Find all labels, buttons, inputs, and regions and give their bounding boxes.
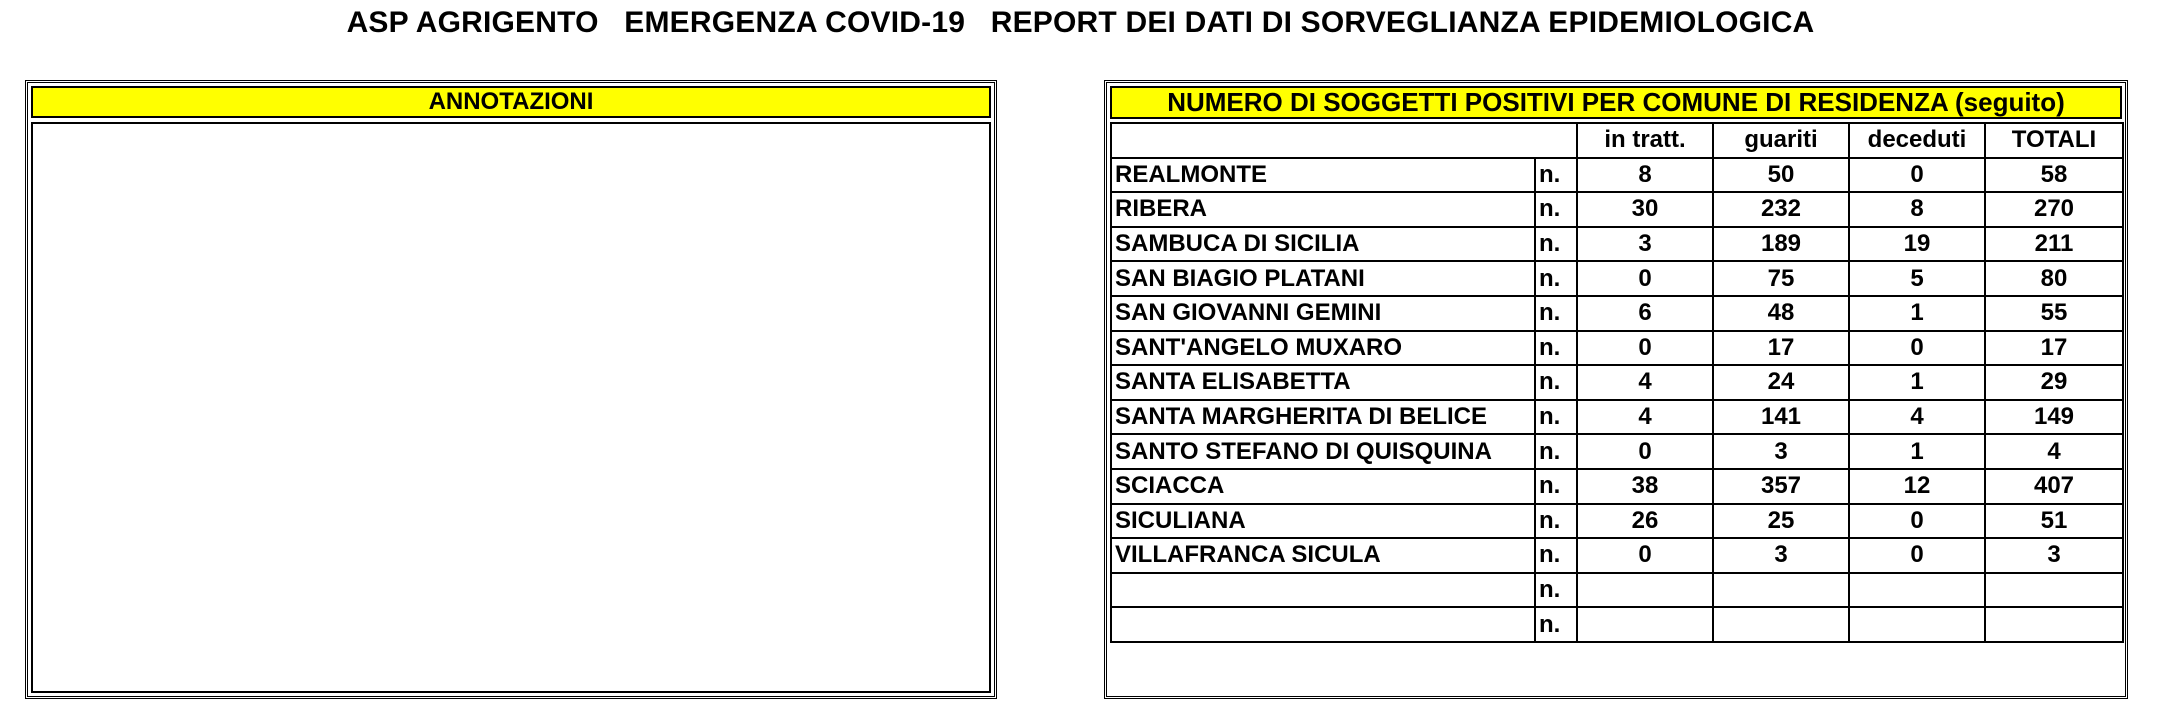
in-trattamento-cell: 30 <box>1577 192 1713 227</box>
comune-name-cell: SICULIANA <box>1111 504 1535 539</box>
totali-cell: 149 <box>1985 400 2123 435</box>
comune-name-cell <box>1111 573 1535 608</box>
totali-cell: 270 <box>1985 192 2123 227</box>
guariti-cell: 24 <box>1713 365 1849 400</box>
table-row <box>1111 227 2123 262</box>
in-trattamento-cell: 26 <box>1577 504 1713 539</box>
column-header-in-trattamento: in tratt. <box>1577 123 1713 158</box>
guariti-cell <box>1713 607 1849 642</box>
column-header-row <box>1111 123 2123 158</box>
totali-cell: 407 <box>1985 469 2123 504</box>
in-trattamento-cell: 0 <box>1577 261 1713 296</box>
table-row <box>1111 296 2123 331</box>
guariti-cell: 141 <box>1713 400 1849 435</box>
comune-name-cell: REALMONTE <box>1111 158 1535 193</box>
table-row <box>1111 573 2123 608</box>
table-row <box>1111 365 2123 400</box>
table-row <box>1111 331 2123 366</box>
deceduti-cell: 0 <box>1849 504 1985 539</box>
comune-name-cell: SAMBUCA DI SICILIA <box>1111 227 1535 262</box>
unit-cell: n. <box>1535 261 1577 296</box>
deceduti-cell: 5 <box>1849 261 1985 296</box>
in-trattamento-cell <box>1577 573 1713 608</box>
totali-cell: 58 <box>1985 158 2123 193</box>
unit-cell: n. <box>1535 538 1577 573</box>
guariti-cell: 17 <box>1713 331 1849 366</box>
deceduti-cell: 0 <box>1849 158 1985 193</box>
table-row <box>1111 261 2123 296</box>
column-header-guariti: guariti <box>1713 123 1849 158</box>
deceduti-cell <box>1849 573 1985 608</box>
unit-cell: n. <box>1535 296 1577 331</box>
unit-cell: n. <box>1535 365 1577 400</box>
deceduti-cell: 4 <box>1849 400 1985 435</box>
deceduti-cell: 1 <box>1849 365 1985 400</box>
in-trattamento-cell: 3 <box>1577 227 1713 262</box>
comune-name-cell: SANTA MARGHERITA DI BELICE <box>1111 400 1535 435</box>
totali-cell: 55 <box>1985 296 2123 331</box>
in-trattamento-cell: 4 <box>1577 365 1713 400</box>
guariti-cell: 50 <box>1713 158 1849 193</box>
totali-cell: 3 <box>1985 538 2123 573</box>
totali-cell <box>1985 573 2123 608</box>
column-header-totali: TOTALI <box>1985 123 2123 158</box>
annotations-body <box>31 122 991 693</box>
in-trattamento-cell: 8 <box>1577 158 1713 193</box>
column-header-blank <box>1111 123 1577 158</box>
guariti-cell: 357 <box>1713 469 1849 504</box>
totali-cell: 51 <box>1985 504 2123 539</box>
comune-name-cell: VILLAFRANCA SICULA <box>1111 538 1535 573</box>
comune-name-cell: SANT'ANGELO MUXARO <box>1111 331 1535 366</box>
guariti-cell: 3 <box>1713 538 1849 573</box>
deceduti-cell <box>1849 607 1985 642</box>
in-trattamento-cell: 0 <box>1577 331 1713 366</box>
deceduti-cell: 8 <box>1849 192 1985 227</box>
table-row <box>1111 607 2123 642</box>
guariti-cell: 3 <box>1713 434 1849 469</box>
annotations-panel <box>25 80 997 699</box>
totali-cell: 17 <box>1985 331 2123 366</box>
deceduti-cell: 0 <box>1849 538 1985 573</box>
totali-cell <box>1985 607 2123 642</box>
in-trattamento-cell <box>1577 607 1713 642</box>
in-trattamento-cell: 0 <box>1577 434 1713 469</box>
table-row <box>1111 434 2123 469</box>
deceduti-cell: 19 <box>1849 227 1985 262</box>
table-row <box>1111 469 2123 504</box>
comune-name-cell: SANTO STEFANO DI QUISQUINA <box>1111 434 1535 469</box>
unit-cell: n. <box>1535 192 1577 227</box>
table-row <box>1111 400 2123 435</box>
positives-table-header: NUMERO DI SOGGETTI POSITIVI PER COMUNE DI RESIDENZA (seguito) <box>1110 86 2122 119</box>
unit-cell: n. <box>1535 227 1577 262</box>
deceduti-cell: 1 <box>1849 296 1985 331</box>
deceduti-cell: 12 <box>1849 469 1985 504</box>
unit-cell: n. <box>1535 469 1577 504</box>
table-row <box>1111 158 2123 193</box>
comune-name-cell: RIBERA <box>1111 192 1535 227</box>
in-trattamento-cell: 4 <box>1577 400 1713 435</box>
comune-name-cell: SAN GIOVANNI GEMINI <box>1111 296 1535 331</box>
positives-by-comune-panel <box>1104 80 2128 699</box>
positives-table <box>1110 122 2124 643</box>
unit-cell: n. <box>1535 400 1577 435</box>
unit-cell: n. <box>1535 158 1577 193</box>
comune-name-cell: SAN BIAGIO PLATANI <box>1111 261 1535 296</box>
totali-cell: 29 <box>1985 365 2123 400</box>
column-header-deceduti: deceduti <box>1849 123 1985 158</box>
guariti-cell: 75 <box>1713 261 1849 296</box>
page-title: ASP AGRIGENTO EMERGENZA COVID-19 REPORT DEI DATI DI SORVEGLIANZA EPIDEMIOLOGICA <box>346 6 1815 39</box>
in-trattamento-cell: 38 <box>1577 469 1713 504</box>
unit-cell: n. <box>1535 573 1577 608</box>
unit-cell: n. <box>1535 434 1577 469</box>
totali-cell: 211 <box>1985 227 2123 262</box>
unit-cell: n. <box>1535 504 1577 539</box>
guariti-cell: 25 <box>1713 504 1849 539</box>
deceduti-cell: 0 <box>1849 331 1985 366</box>
table-row <box>1111 504 2123 539</box>
in-trattamento-cell: 6 <box>1577 296 1713 331</box>
table-row <box>1111 538 2123 573</box>
table-row <box>1111 192 2123 227</box>
comune-name-cell: SANTA ELISABETTA <box>1111 365 1535 400</box>
guariti-cell: 48 <box>1713 296 1849 331</box>
totali-cell: 4 <box>1985 434 2123 469</box>
annotations-header: ANNOTAZIONI <box>31 86 991 118</box>
guariti-cell <box>1713 573 1849 608</box>
comune-name-cell <box>1111 607 1535 642</box>
unit-cell: n. <box>1535 331 1577 366</box>
totali-cell: 80 <box>1985 261 2123 296</box>
deceduti-cell: 1 <box>1849 434 1985 469</box>
guariti-cell: 189 <box>1713 227 1849 262</box>
unit-cell: n. <box>1535 607 1577 642</box>
comune-name-cell: SCIACCA <box>1111 469 1535 504</box>
guariti-cell: 232 <box>1713 192 1849 227</box>
in-trattamento-cell: 0 <box>1577 538 1713 573</box>
